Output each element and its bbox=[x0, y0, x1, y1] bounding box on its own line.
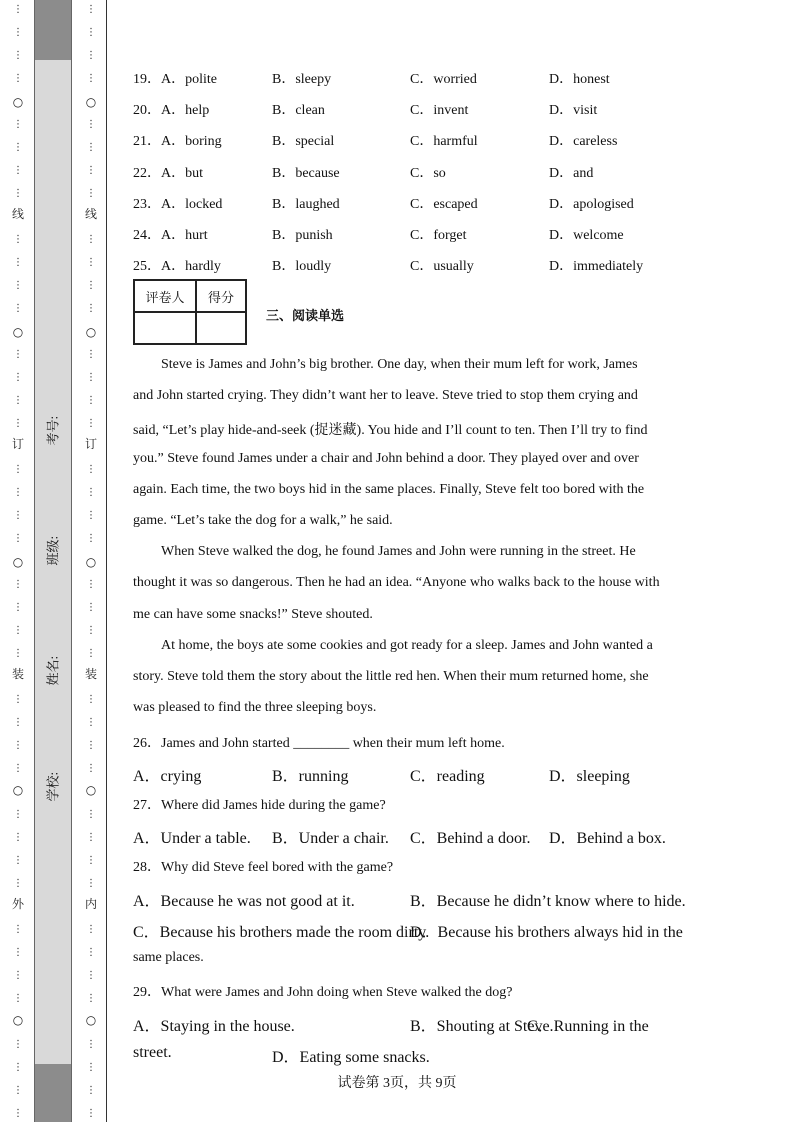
seal-dots: ⋮ bbox=[13, 533, 23, 544]
q26-option-a: A．crying bbox=[133, 768, 202, 785]
question-num-a: 25．A．hardly bbox=[133, 259, 221, 274]
seal-dots: ⋮ bbox=[86, 1039, 96, 1050]
seal-dots: ⋮ bbox=[13, 349, 23, 360]
seal-dots: ⋮ bbox=[13, 1108, 23, 1119]
question-option-c: C．harmful bbox=[410, 134, 478, 149]
question-option-d: D．careless bbox=[549, 134, 618, 149]
passage-line: At home, the boys ate some cookies and got ready for a sleep. James and John wanted a bbox=[161, 637, 653, 653]
q27-option-d: D．Behind a box. bbox=[549, 830, 666, 847]
seal-dots: ⋮ bbox=[13, 234, 23, 245]
question-row bbox=[133, 162, 673, 182]
seal-dots: ⋮ bbox=[86, 878, 96, 889]
question-option-d: D．welcome bbox=[549, 228, 624, 243]
question-option-b: B．sleepy bbox=[272, 72, 332, 87]
grader-cell bbox=[134, 312, 196, 344]
seal-dots: ⋮ bbox=[86, 579, 96, 590]
q29-stem: 29．What were James and John doing when Steve walked the dog? bbox=[133, 985, 513, 1000]
seal-mark: 内 bbox=[84, 897, 97, 911]
seal-mark: 装 bbox=[84, 667, 97, 681]
passage-line: Steve is James and John’s big brother. One day, when their mum left for work, James bbox=[161, 357, 638, 372]
seal-dots: ⋮ bbox=[13, 924, 23, 935]
question-row bbox=[133, 193, 673, 213]
seal-dots: ⋮ bbox=[86, 809, 96, 820]
q27-option-b: B．Under a chair. bbox=[272, 830, 389, 847]
q27-stem: 27．Where did James hide during the game? bbox=[133, 798, 386, 813]
q29-option-c: C．Running in the bbox=[527, 1018, 649, 1035]
question-option-b: B．because bbox=[272, 166, 340, 181]
q28-option-b: B．Because he didn’t know where to hide. bbox=[410, 893, 686, 910]
seal-dots: ⋮ bbox=[13, 1085, 23, 1096]
seal-mark: 线 bbox=[84, 207, 97, 221]
passage-line: When Steve walked the dog, he found James and John were running in the street. He bbox=[161, 544, 636, 560]
seal-dots: ⋮ bbox=[86, 372, 96, 383]
seal-dots: ⋮ bbox=[86, 349, 96, 360]
passage-line: again. Each time, the two boys hid in the same places. Finally, Steve felt too bored with the bbox=[133, 481, 645, 497]
name-label: 姓名: bbox=[45, 655, 61, 686]
q27-option-a: A．Under a table. bbox=[133, 830, 251, 847]
q28-option-d-continued: same places. bbox=[133, 950, 204, 965]
seal-circle-icon: ○ bbox=[12, 783, 24, 797]
seal-dots: ⋮ bbox=[86, 487, 96, 498]
outer-seal-line bbox=[8, 0, 28, 1122]
seal-circle-icon: ○ bbox=[85, 95, 97, 109]
q26-stem: 26．James and John started ________ when their mum left home. bbox=[133, 736, 505, 751]
passage-line: game. “Let’s take the dog for a walk,” he said. bbox=[133, 513, 393, 528]
seal-dots: ⋮ bbox=[86, 510, 96, 521]
q28-options-cd bbox=[133, 919, 683, 941]
q29-options-abc bbox=[133, 1013, 673, 1033]
passage-line: you.” Steve found James under a chair and John behind a door. They played over and over bbox=[133, 450, 639, 466]
q27-options bbox=[133, 825, 673, 845]
seal-dots: ⋮ bbox=[13, 855, 23, 866]
seal-dots: ⋮ bbox=[13, 1039, 23, 1050]
seal-circle-icon: ○ bbox=[85, 555, 97, 569]
page-number: 试卷第 3页，共 9页 bbox=[337, 1076, 457, 1091]
question-option-d: D．and bbox=[549, 166, 594, 181]
binding-margin bbox=[0, 0, 108, 1122]
question-num-a: 24．A．hurt bbox=[133, 228, 208, 243]
seal-circle-icon: ○ bbox=[12, 555, 24, 569]
question-option-d: D．immediately bbox=[549, 259, 644, 274]
seal-dots: ⋮ bbox=[86, 464, 96, 475]
seal-circle-icon: ○ bbox=[85, 783, 97, 797]
q27-option-c: C．Behind a door. bbox=[410, 830, 531, 847]
seal-dots: ⋮ bbox=[13, 418, 23, 429]
seal-dots: ⋮ bbox=[13, 602, 23, 613]
seal-dots: ⋮ bbox=[86, 188, 96, 199]
school-label: 学校: bbox=[45, 771, 61, 802]
passage-line: thought it was so dangerous. Then he had an idea. “Anyone who walks back to the house with bbox=[133, 575, 660, 591]
seal-dots: ⋮ bbox=[13, 579, 23, 590]
seal-dots: ⋮ bbox=[86, 740, 96, 751]
seal-dots: ⋮ bbox=[13, 625, 23, 636]
q29-option-c-continued: street. bbox=[133, 1044, 172, 1061]
q29-option-d: D．Eating some snacks. bbox=[272, 1049, 430, 1066]
passage-line: story. Steve told them the story about the little red hen. When their mum returned home, she bbox=[133, 669, 649, 684]
seal-circle-icon: ○ bbox=[85, 325, 97, 339]
seal-dots: ⋮ bbox=[86, 4, 96, 15]
q26-options bbox=[133, 763, 673, 783]
seal-dots: ⋮ bbox=[13, 50, 23, 61]
seal-circle-icon: ○ bbox=[12, 95, 24, 109]
seal-dots: ⋮ bbox=[86, 395, 96, 406]
seal-dots: ⋮ bbox=[86, 993, 96, 1004]
seal-dots: ⋮ bbox=[86, 763, 96, 774]
seal-dots: ⋮ bbox=[86, 234, 96, 245]
question-option-b: B．laughed bbox=[272, 197, 340, 212]
inner-seal-line bbox=[81, 0, 101, 1122]
seal-dots: ⋮ bbox=[86, 27, 96, 38]
section-title: 三、阅读单选 bbox=[266, 309, 345, 324]
question-option-d: D．honest bbox=[549, 72, 610, 87]
seal-dots: ⋮ bbox=[13, 257, 23, 268]
seal-dots: ⋮ bbox=[13, 395, 23, 406]
question-option-d: D．apologised bbox=[549, 197, 634, 212]
seal-dots: ⋮ bbox=[86, 165, 96, 176]
seal-mark: 外 bbox=[11, 897, 24, 911]
seal-dots: ⋮ bbox=[86, 694, 96, 705]
question-num-a: 22．A．but bbox=[133, 166, 203, 181]
question-option-c: C．so bbox=[410, 166, 446, 181]
seal-dots: ⋮ bbox=[13, 1062, 23, 1073]
seal-dots: ⋮ bbox=[86, 73, 96, 84]
seal-dots: ⋮ bbox=[86, 257, 96, 268]
question-row bbox=[133, 224, 673, 244]
q29-option-b: B．Shouting at Steve. bbox=[410, 1018, 554, 1035]
seal-dots: ⋮ bbox=[13, 740, 23, 751]
seal-dots: ⋮ bbox=[86, 947, 96, 958]
q26-option-b: B．running bbox=[272, 768, 349, 785]
seal-dots: ⋮ bbox=[86, 303, 96, 314]
question-row bbox=[133, 68, 673, 88]
seal-mark: 装 bbox=[11, 667, 24, 681]
seal-dots: ⋮ bbox=[86, 625, 96, 636]
question-option-b: B．loudly bbox=[272, 259, 332, 274]
seal-circle-icon: ○ bbox=[12, 325, 24, 339]
seal-dots: ⋮ bbox=[13, 165, 23, 176]
seal-circle-icon: ○ bbox=[85, 1013, 97, 1027]
seal-dots: ⋮ bbox=[13, 694, 23, 705]
seal-dots: ⋮ bbox=[86, 50, 96, 61]
passage-line: said, “Let’s play hide-and-seek (捉迷藏). You hide and I’ll count to ten. Then I’ll try to find bbox=[133, 423, 648, 439]
seal-dots: ⋮ bbox=[86, 1062, 96, 1073]
question-num-a: 23．A．locked bbox=[133, 197, 223, 212]
class-label: 班级: bbox=[45, 535, 61, 566]
bar-top-block bbox=[35, 0, 71, 60]
seal-mark: 线 bbox=[11, 207, 24, 221]
seal-dots: ⋮ bbox=[13, 4, 23, 15]
seal-dots: ⋮ bbox=[13, 717, 23, 728]
q26-option-c: C．reading bbox=[410, 768, 485, 785]
question-option-c: C．escaped bbox=[410, 197, 478, 212]
seal-dots: ⋮ bbox=[13, 993, 23, 1004]
seal-dots: ⋮ bbox=[13, 119, 23, 130]
question-option-d: D．visit bbox=[549, 103, 598, 118]
seal-mark: 订 bbox=[84, 437, 97, 451]
question-num-a: 20．A．help bbox=[133, 103, 210, 118]
seal-dots: ⋮ bbox=[86, 1085, 96, 1096]
seal-circle-icon: ○ bbox=[12, 1013, 24, 1027]
seal-dots: ⋮ bbox=[86, 717, 96, 728]
q28-option-d: D．Because his brothers always hid in the bbox=[410, 924, 683, 941]
seal-dots: ⋮ bbox=[13, 487, 23, 498]
seal-dots: ⋮ bbox=[13, 303, 23, 314]
seal-dots: ⋮ bbox=[13, 464, 23, 475]
passage-line: was pleased to find the three sleeping boys. bbox=[133, 700, 377, 716]
question-row bbox=[133, 255, 673, 275]
score-header: 得分 bbox=[196, 280, 246, 312]
seal-dots: ⋮ bbox=[13, 73, 23, 84]
margin-divider bbox=[106, 0, 107, 1122]
question-option-b: B．clean bbox=[272, 103, 325, 118]
question-row bbox=[133, 99, 673, 119]
score-cell bbox=[196, 312, 246, 344]
question-option-c: C．invent bbox=[410, 103, 469, 118]
seal-dots: ⋮ bbox=[13, 763, 23, 774]
seal-dots: ⋮ bbox=[13, 809, 23, 820]
seal-dots: ⋮ bbox=[13, 372, 23, 383]
q26-option-d: D．sleeping bbox=[549, 768, 630, 785]
question-option-b: B．punish bbox=[272, 228, 333, 243]
seal-dots: ⋮ bbox=[86, 280, 96, 291]
passage-line: me can have some snacks!” Steve shouted. bbox=[133, 606, 373, 622]
seal-dots: ⋮ bbox=[86, 970, 96, 981]
passage-line: and John started crying. They didn’t want her to leave. Steve tried to stop them crying and bbox=[133, 388, 638, 404]
score-table bbox=[133, 279, 247, 345]
question-option-c: C．worried bbox=[410, 72, 477, 87]
question-num-a: 21．A．boring bbox=[133, 134, 222, 149]
seal-dots: ⋮ bbox=[13, 878, 23, 889]
seal-dots: ⋮ bbox=[13, 510, 23, 521]
question-option-c: C．forget bbox=[410, 228, 467, 243]
q28-stem: 28．Why did Steve feel bored with the game? bbox=[133, 860, 394, 875]
seal-dots: ⋮ bbox=[13, 648, 23, 659]
question-num-a: 19．A．polite bbox=[133, 72, 217, 87]
seal-dots: ⋮ bbox=[13, 280, 23, 291]
q28-option-a: A．Because he was not good at it. bbox=[133, 893, 355, 910]
seal-dots: ⋮ bbox=[86, 648, 96, 659]
exam-number-label: 考号: bbox=[45, 415, 61, 446]
grader-header: 评卷人 bbox=[134, 280, 196, 312]
q29-options-cont bbox=[133, 1044, 673, 1064]
seal-dots: ⋮ bbox=[86, 418, 96, 429]
seal-dots: ⋮ bbox=[13, 947, 23, 958]
question-option-c: C．usually bbox=[410, 259, 474, 274]
seal-dots: ⋮ bbox=[86, 1108, 96, 1119]
q28-options-ab bbox=[133, 888, 686, 910]
seal-dots: ⋮ bbox=[13, 970, 23, 981]
seal-dots: ⋮ bbox=[13, 832, 23, 843]
question-row bbox=[133, 130, 673, 150]
q28-option-c: C．Because his brothers made the room dirty. bbox=[133, 924, 430, 941]
seal-dots: ⋮ bbox=[86, 602, 96, 613]
seal-dots: ⋮ bbox=[86, 119, 96, 130]
seal-mark: 订 bbox=[11, 437, 24, 451]
seal-dots: ⋮ bbox=[86, 832, 96, 843]
seal-dots: ⋮ bbox=[13, 142, 23, 153]
question-option-b: B．special bbox=[272, 134, 335, 149]
seal-dots: ⋮ bbox=[13, 27, 23, 38]
seal-dots: ⋮ bbox=[86, 924, 96, 935]
q29-option-a: A．Staying in the house. bbox=[133, 1018, 295, 1035]
seal-dots: ⋮ bbox=[13, 188, 23, 199]
seal-dots: ⋮ bbox=[86, 142, 96, 153]
seal-dots: ⋮ bbox=[86, 855, 96, 866]
seal-dots: ⋮ bbox=[86, 533, 96, 544]
